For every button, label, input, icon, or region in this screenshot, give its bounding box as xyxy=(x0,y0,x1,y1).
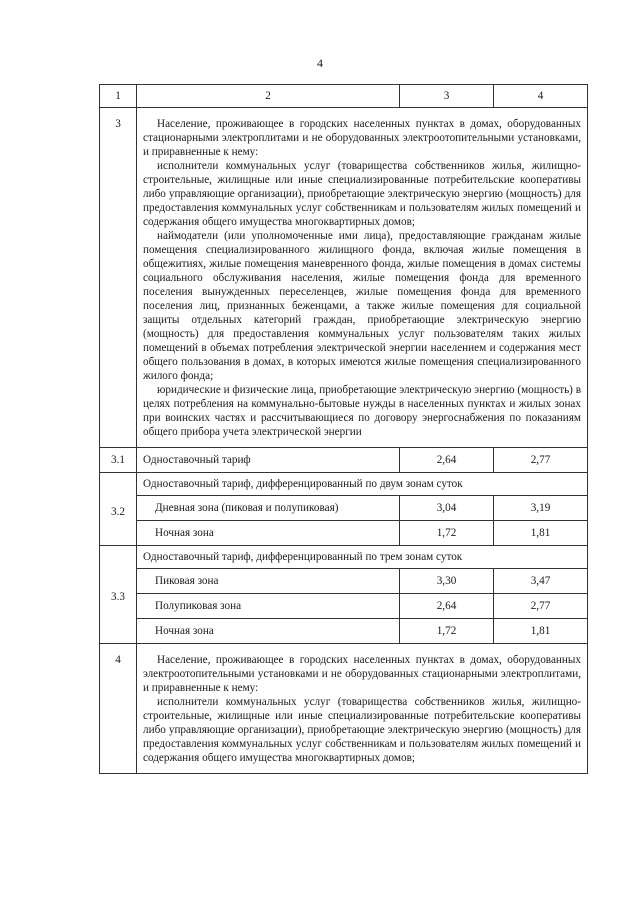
row-number: 3.3 xyxy=(100,546,137,644)
paragraph: Население, проживающее в городских населенных пунктах в домах, оборудованных электроотопительными установками и не оборудованных стационарными электроплитами, и приравненные к нему: xyxy=(143,654,581,694)
tariff-value-h2: 3,19 xyxy=(494,496,588,521)
tariff-value-h1: 1,72 xyxy=(400,521,494,546)
row-number: 3.1 xyxy=(100,448,137,473)
header-cell-3: 3 xyxy=(400,85,494,108)
tariff-value-h1: 2,64 xyxy=(400,448,494,473)
paragraph: исполнители коммунальных услуг (товарищества собственников жилья, жилищно-строительные, жилищные или иные специализированные потребительские кооперативы либо управляющие организации), приобретающие электрическую энергию (мощность) для предоставления коммунальных услуг собственникам и пользователям жилых помещений и содержания общего имущества многоквартирных домов; xyxy=(143,696,581,764)
header-row xyxy=(100,85,588,108)
row-number: 4 xyxy=(100,644,137,774)
tariff-value-h1: 2,64 xyxy=(400,594,494,619)
tariff-value-h2: 3,47 xyxy=(494,569,588,594)
table-row xyxy=(100,448,588,473)
table-row xyxy=(100,521,588,546)
table-row xyxy=(100,619,588,644)
table-row xyxy=(100,108,588,448)
table-row xyxy=(100,546,588,569)
tariff-value-h1: 3,30 xyxy=(400,569,494,594)
row-description xyxy=(137,644,588,774)
tariff-table xyxy=(99,84,588,774)
tariff-value-h2: 2,77 xyxy=(494,594,588,619)
zone-label: Дневная зона (пиковая и полупиковая) xyxy=(137,496,400,521)
paragraph: юридические и физические лица, приобретающие электрическую энергию (мощность) в целях потребления на коммунально-бытовые нужды в населенных пунктах и жилых зонах при воинских частях и рассчитывающиеся по договору энергоснабжения по показаниям общего прибора учета электрической энергии xyxy=(143,384,581,438)
tariff-value-h1: 3,04 xyxy=(400,496,494,521)
table-row xyxy=(100,594,588,619)
page-number: 4 xyxy=(317,56,323,70)
table-row xyxy=(100,569,588,594)
zone-label: Ночная зона xyxy=(137,619,400,644)
row-number: 3.2 xyxy=(100,473,137,546)
table-row xyxy=(100,644,588,774)
row-number: 3 xyxy=(100,108,137,448)
row-description xyxy=(137,108,588,448)
zone-label: Полупиковая зона xyxy=(137,594,400,619)
header-cell-2: 2 xyxy=(137,85,400,108)
group-title: Одноставочный тариф, дифференцированный по трем зонам суток xyxy=(137,546,588,569)
tariff-label: Одноставочный тариф xyxy=(137,448,400,473)
group-title: Одноставочный тариф, дифференцированный по двум зонам суток xyxy=(137,473,588,496)
table-row xyxy=(100,496,588,521)
tariff-value-h2: 1,81 xyxy=(494,619,588,644)
zone-label: Ночная зона xyxy=(137,521,400,546)
paragraph: исполнители коммунальных услуг (товарищества собственников жилья, жилищно-строительные, жилищные или иные специализированные потребительские кооперативы либо управляющие организации), приобретающие электрическую энергию (мощность) для предоставления коммунальных услуг собственникам и пользователям жилых помещений и содержания общего имущества многоквартирных домов; xyxy=(143,160,581,228)
tariff-value-h2: 2,77 xyxy=(494,448,588,473)
tariff-value-h2: 1,81 xyxy=(494,521,588,546)
header-cell-4: 4 xyxy=(494,85,588,108)
table-row xyxy=(100,473,588,496)
paragraph: наймодатели (или уполномоченные ими лица), предоставляющие гражданам жилые помещения специализированного жилищного фонда, включая жилые помещения в общежитиях, жилые помещения маневренного фонда, жилые помещения в домах системы социального обслуживания населения, жилые помещения фонда для временного поселения вынужденных переселенцев, жилые помещения фонда для временного поселения лиц, признанных беженцами, а также жилые помещения для социальной защиты отдельных категорий граждан, приобретающие электрическую энергию (мощность) для предоставления коммунальных услуг пользователям таких жилых помещений в объемах потребления электрической энергии населением и содержания мест общего пользования в домах, в которых имеются жилые помещения специализированного жилого фонда; xyxy=(143,230,581,382)
zone-label: Пиковая зона xyxy=(137,569,400,594)
paragraph: Население, проживающее в городских населенных пунктах в домах, оборудованных стационарными электроплитами и не оборудованных электроотопительными установками, и приравненные к нему: xyxy=(143,118,581,158)
header-cell-1: 1 xyxy=(100,85,137,108)
tariff-value-h1: 1,72 xyxy=(400,619,494,644)
